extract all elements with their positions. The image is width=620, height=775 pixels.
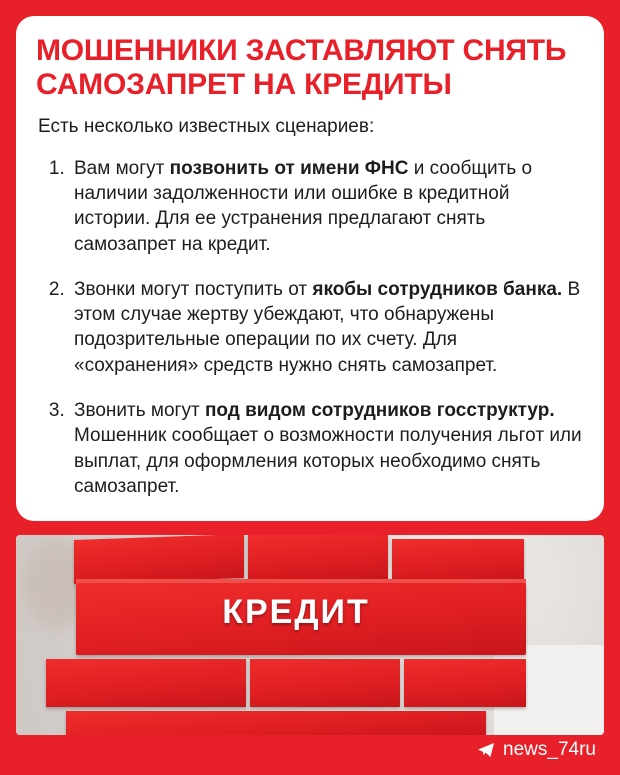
- list-item: [70, 277, 584, 378]
- photo-box-bottom-left: [46, 659, 246, 707]
- intro-text: Есть несколько известных сценариев:: [38, 116, 375, 138]
- photo-box-top-middle: [248, 535, 388, 579]
- scenario-lead-plain: Вам могут: [74, 157, 170, 179]
- channel-credit: [477, 739, 596, 761]
- photo-box-top-left: [74, 535, 244, 584]
- photo-box-bottom-middle: [250, 659, 400, 707]
- scenario-rest: Мошенник сообщает о возможности получения льгот или выплат, для оформления которых необходимо снять самозапрет.: [74, 425, 582, 497]
- page-title: МОШЕННИКИ ЗАСТАВЛЯЮТ СНЯТЬ САМОЗАПРЕТ НА КРЕДИТЫ: [36, 34, 567, 101]
- photo-box-label: КРЕДИТ: [222, 593, 370, 632]
- photo-box-bottom-right: [404, 659, 526, 707]
- telegram-icon: [477, 741, 495, 759]
- content-card: [16, 16, 604, 521]
- scenario-lead-bold: позвонить от имени ФНС: [169, 157, 409, 179]
- list-item: [70, 398, 584, 499]
- credit-boxes-photo: [16, 535, 604, 735]
- photo-box-top-right: [392, 539, 524, 581]
- list-item: [70, 156, 584, 257]
- scenario-lead-bold: якобы сотрудников банка.: [312, 278, 563, 300]
- scenario-rest: и сообщить о наличии задолженности или ошибке в кредитной истории. Для ее устранения предлагают снять самозапрет на кредит.: [74, 157, 533, 255]
- scenario-rest: В этом случае жертву убеждают, что обнаружены подозрительные операции по их счету. Для «сохранения» средств нужно снять самозапрет.: [74, 278, 581, 376]
- scenario-lead-plain: Звонить могут: [74, 400, 205, 421]
- channel-name: news_74ru: [503, 739, 596, 760]
- photo-box-bottom-row: [66, 711, 486, 735]
- scenario-lead-bold: под видом сотрудников госструктур.: [204, 400, 555, 421]
- scenario-list: [36, 156, 584, 499]
- scenario-lead-plain: Звонки могут поступить от: [74, 278, 313, 300]
